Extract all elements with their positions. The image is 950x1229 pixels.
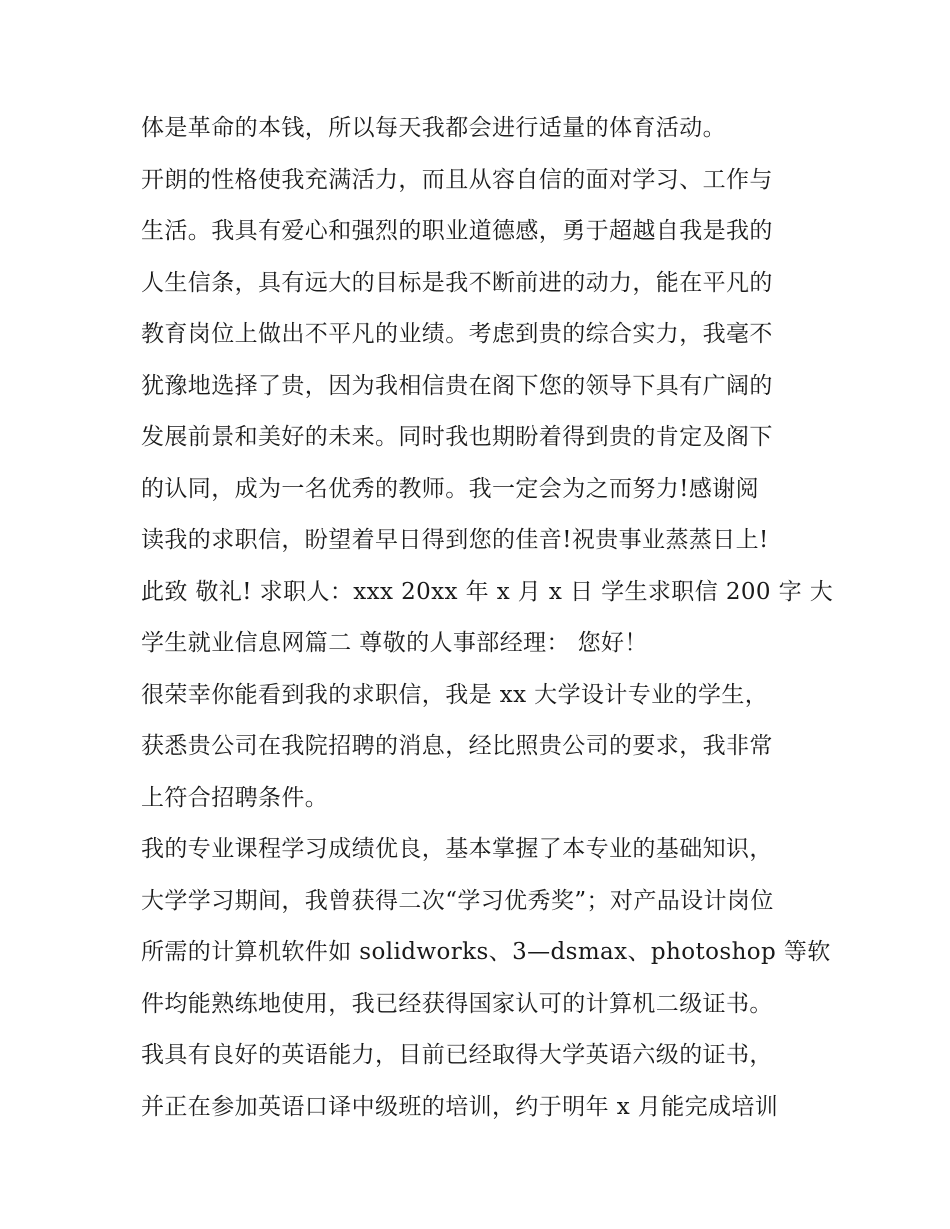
text-line: 件均能熟练地使用，我已经获得国家认可的计算机二级证书。 — [141, 990, 773, 1017]
text-line: 并正在参加英语口译中级班的培训，约于明年 x 月能完成培训 — [141, 1093, 779, 1120]
text-line: 我具有良好的英语能力，目前已经取得大学英语六级的证书， — [141, 1042, 773, 1068]
text-line: 的认同，成为一名优秀的教师。我一定会为之而努力!感谢阅 — [141, 475, 760, 502]
text-line: 此致 敬礼! 求职人：xxx 20xx 年 x 月 x 日 学生求职信 200 字 大 — [141, 578, 834, 605]
text-line: 很荣幸你能看到我的求职信，我是 xx 大学设计专业的学生， — [141, 681, 769, 708]
text-line: 犹豫地选择了贵，因为我相信贵在阁下您的领导下具有广阔的 — [141, 372, 773, 399]
text-line: 大学学习期间，我曾获得二次“学习优秀奖”；对产品设计岗位 — [141, 887, 774, 914]
text-line: 教育岗位上做出不平凡的业绩。考虑到贵的综合实力，我毫不 — [141, 321, 773, 347]
text-line: 学生就业信息网篇二 尊敬的人事部经理： 您好！ — [141, 630, 648, 656]
text-line: 开朗的性格使我充满活力，而且从容自信的面对学习、工作与 — [141, 166, 773, 193]
text-line: 发展前景和美好的未来。同时我也期盼着得到贵的肯定及阁下 — [141, 424, 773, 450]
text-line: 体是革命的本钱，所以每天我都会进行适量的体育活动。 — [141, 115, 726, 141]
text-line: 人生信条，具有远大的目标是我不断前进的动力，能在平凡的 — [141, 269, 773, 296]
text-line: 生活。我具有爱心和强烈的职业道德感，勇于超越自我是我的 — [141, 218, 773, 244]
text-line: 上符合招聘条件。 — [141, 784, 329, 811]
text-line: 获悉贵公司在我院招聘的消息，经比照贵公司的要求，我非常 — [141, 733, 773, 759]
text-line: 我的专业课程学习成绩优良，基本掌握了本专业的基础知识， — [141, 836, 773, 862]
text-line: 读我的求职信，盼望着早日得到您的佳音!祝贵事业蒸蒸日上! — [141, 527, 769, 553]
document-body — [141, 103, 834, 1133]
text-line: 所需的计算机软件如 solidworks、3—dsmax、photoshop 等软 — [141, 939, 831, 965]
